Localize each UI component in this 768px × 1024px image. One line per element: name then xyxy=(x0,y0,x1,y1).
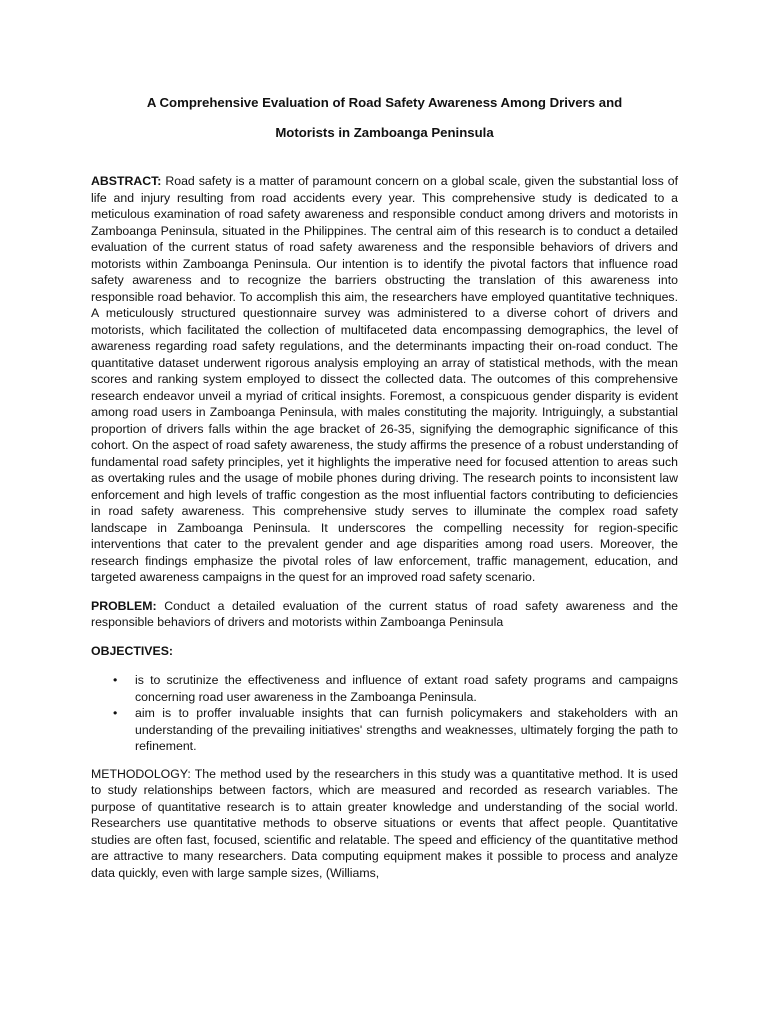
bullet-icon: • xyxy=(113,706,118,720)
objective-text: is to scrutinize the effectiveness and influence of extant road safety programs and campaigns concerning road user awareness in the Zamboanga Peninsula. xyxy=(135,673,678,704)
methodology-paragraph: METHODOLOGY: The method used by the researchers in this study was a quantitative method. It is used to study relationships between factors, which are measured and recorded as research variables. The purpose of quantitative research is to attain greater knowledge and understanding of the social world. Researchers use quantitative methods to observe situations or events that affect people. Quantitative studies are often fast, focused, scientific and relatable. The speed and efficiency of the quantitative method are attractive to many researchers. Data computing equipment makes it possible to process and analyze data quickly, even with large sample sizes, (Williams, xyxy=(91,766,678,880)
problem-text: Conduct a detailed evaluation of the current status of road safety awareness and the responsible behaviors of drivers and motorists within Zamboanga Peninsula xyxy=(91,598,679,629)
abstract-paragraph xyxy=(91,173,678,586)
abstract-text: Road safety is a matter of paramount concern on a global scale, given the substantial loss of life and injury resulting from road accidents every year. This comprehensive study is dedicated to a meticulous examination of road safety awareness and responsible conduct among drivers and motorists in Zamboanga Peninsula, situated in the Philippines. The central aim of this research is to conduct a detailed evaluation of the current status of road safety awareness and the responsible behaviors of drivers and motorists within Zamboanga Peninsula. Our intention is to identify the pivotal factors that influence road safety awareness and to recognize the barriers obstructing the translation of this awareness into responsible road behavior. To accomplish this aim, the researchers have employed quantitative techniques. A meticulously structured questionnaire survey was administered to a diverse cohort of drivers and motorists, which facilitated the collection of multifaceted data encompassing demographics, the level of awareness regarding road safety regulations, and the determinants impacting their on-road conduct. The quantitative dataset underwent rigorous analysis employing an array of statistical methods, with the mean scores and ranking system employed to dissect the collected data. The outcomes of this comprehensive research endeavor unveil a myriad of critical insights. Foremost, a conspicuous gender disparity is evident among road users in Zamboanga Peninsula, with males constituting the majority. Intriguingly, a substantial proportion of drivers falls within the age bracket of 26-35, signifying the demographic significance of this cohort. On the aspect of road safety awareness, the study affirms the presence of a robust understanding of fundamental road safety principles, yet it highlights the imperative need for focused attention to areas such as overtaking rules and the usage of mobile phones during driving. The research points to inconsistent law enforcement and high levels of traffic congestion as the most influential factors contributing to deficiencies in road safety awareness. This comprehensive study serves to illuminate the complex road safety landscape in Zamboanga Peninsula. It underscores the compelling necessity for region-specific interventions that cater to the prevalent gender and age disparities among road users. Moreover, the research findings emphasize the pivotal roles of law enforcement, traffic management, education, and targeted awareness campaigns in the quest for an improved road safety scenario. xyxy=(91,174,678,584)
title-line-1: A Comprehensive Evaluation of Road Safety Awareness Among Drivers and xyxy=(146,95,623,110)
bullet-icon: • xyxy=(113,673,118,687)
list-item xyxy=(113,672,678,705)
problem-label: PROBLEM: xyxy=(91,598,157,613)
paper-title xyxy=(91,88,678,148)
objectives-list xyxy=(91,672,678,755)
document-page xyxy=(91,0,678,881)
problem-paragraph xyxy=(91,598,678,631)
objective-text: aim is to proffer invaluable insights that can furnish policymakers and stakeholders with an understanding of the prevailing initiatives' strengths and weaknesses, ultimately forging the path to refinement. xyxy=(135,706,678,753)
abstract-label: ABSTRACT: xyxy=(91,174,162,188)
objectives-heading: OBJECTIVES: xyxy=(91,643,173,658)
title-line-2: Motorists in Zamboanga Peninsula xyxy=(275,125,494,140)
list-item xyxy=(113,705,678,755)
